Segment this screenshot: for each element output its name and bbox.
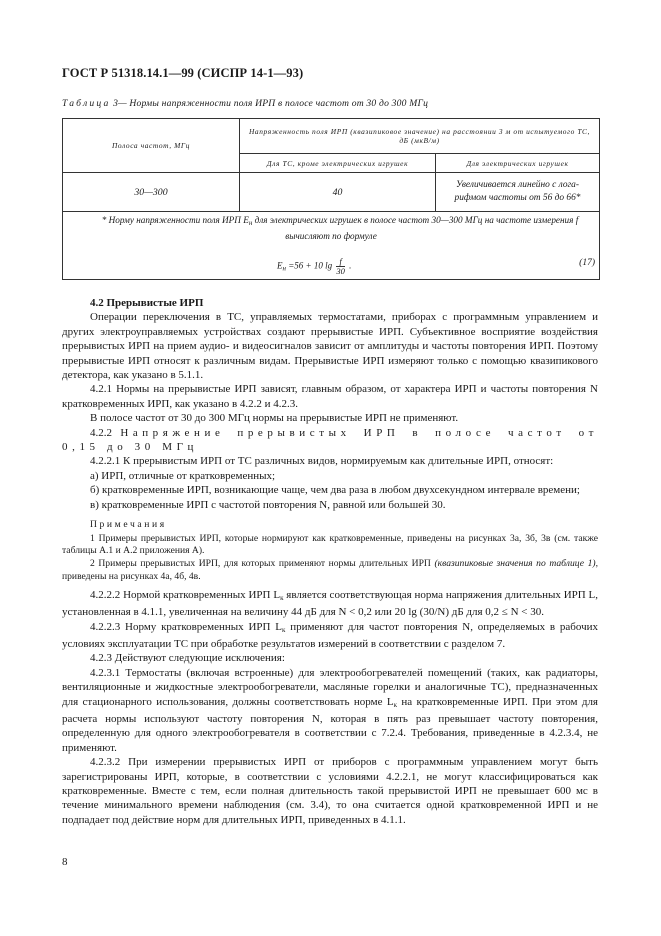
paragraph-4-2-2 [62, 426, 598, 455]
paragraph-4-2-2-2 [62, 588, 598, 620]
note-2-part-b: приведены на рисунках 4а, 4б, 4в. [62, 570, 201, 582]
formula-expression [277, 257, 351, 276]
paragraph-4-2-2-1: 4.2.2.1 К прерывистым ИРП от ТС различных видов, нормируемым как длительные ИРП, относят: [90, 455, 554, 468]
cell-toys-line1: Увеличивается линейно с лога- [456, 180, 579, 190]
p9-b: является соответствующая норма напряжения длительных ИРП L, установленная в 4.1.1, увеличенная на величину 44 дБ для N < 0,2 или 20 lg (30/N) дБ для 0,2 ≤ N < 30. [62, 588, 599, 619]
footnote-f: f [575, 215, 579, 225]
paragraph-4-2-3: 4.2.3 Действуют следующие исключения: [90, 652, 285, 665]
table-footnote [63, 212, 600, 280]
p12-a: 4.2.3.1 Термостаты (включая встроенные) для электрообогревателей помещений (таких, как радиаторы, вентиляционные и жидкостные электрообогреватели, масляные горелки и аналогичные ТС), предназначенных для стационарного использования, должны соответствовать норме L [62, 666, 598, 708]
cell-value: 40 [240, 173, 436, 212]
list-item-b: б) кратковременные ИРП, возникающие чаще, чем два раза в любом двухсекундном интервале времени; [90, 484, 580, 497]
p12-b: на кратковременные ИРП. При этом для расчета нормы используют частоту повторения N, которая в пять раз превышает частоту повторения, определенную для одного электрообогревателя в соответствии с 7.2.4. Требования, приведенные в 4.2.3.4, не применяют. [62, 695, 598, 754]
body-text [62, 296, 598, 827]
formula-numerator: f [336, 257, 345, 267]
cell-toys-line2: рифмом частоты от 56 до 66* [454, 193, 581, 203]
formula-number: (17) [579, 258, 595, 268]
subheader-toys: Для электрических игрушек [436, 154, 600, 173]
list-item-a: а) ИРП, отличные от кратковременных; [90, 469, 276, 482]
paragraph-4-2-1: 4.2.1 Нормы на прерывистые ИРП зависят, главным образом, от характера ИРП и частоты повторения N кратковременных ИРП, как указано в 4.2.2 и 4.2.3. [62, 383, 598, 410]
page-number: 8 [62, 856, 68, 868]
limits-table [62, 118, 600, 280]
col-header-band: Полоса частот, МГц [63, 119, 240, 173]
p9-a: 4.2.2.2 Нормой кратковременных ИРП L [90, 588, 281, 601]
note-1: 1 Примеры прерывистых ИРП, которые нормируют как кратковременные, приведены на рисунках 3а, 3б, 3в (см. также таблицы А.1 и А.2 приложения А). [62, 532, 598, 557]
footnote-part-c: вычисляют по формуле [285, 231, 377, 241]
cell-toys [436, 173, 600, 212]
p10-sub: к [282, 625, 286, 634]
paragraph-4-2-3-2: 4.2.3.2 При измерении прерывистых ИРП от приборов с программным управлением могут быть зарегистрированы ИРП, которые, в соответствии с условиями 4.2.2.1, не могут классифицироваться как кратковременные. Вместе с тем, если полная длительность такой прерывистой ИРП не превышает 600 мс в течение минимального времени наблюдения (см. 3.4), то она считается одной кратковременной ИРП и не подпадает под действие норм для длительных ИРП, приведенных в 4.1.1. [62, 756, 598, 826]
paragraph-4-2-2-3 [62, 620, 598, 652]
p10-a: 4.2.2.3 Норму кратковременных ИРП L [90, 620, 282, 633]
col-header-field-strength: Напряженность поля ИРП (квазипиковое значение) на расстоянии 3 м от испытуемого ТС, дБ (мкВ/м) [240, 119, 600, 154]
footnote-sub: н [248, 219, 253, 227]
note-2 [62, 558, 598, 584]
list-item-v: в) кратковременные ИРП с частотой повторения N, равной или большей 30. [90, 498, 446, 511]
section-title: 4.2 Прерывистые ИРП [90, 297, 204, 309]
notes-header: Примечания [90, 519, 167, 531]
cell-band: 30—300 [63, 173, 240, 212]
subheader-non-toys: Для ТС, кроме электрических игрушек [240, 154, 436, 173]
table-caption [62, 98, 428, 109]
p10-b: применяют для частот повторения N, определяемых в рабочих условиях эксплуатации ТС при обработке результатов измерений в соответствии с разделом 7. [62, 620, 598, 650]
p12-sub: к [393, 700, 397, 709]
paragraph-intro: Операции переключения в ТС, управляемых термостатами, приборах с программным управлением и других электроуправляемых устройствах создают прерывистые ИРП. Субъективное восприятие воздействия прерывистых ИРП на прием аудио- и видеосигналов зависит от амплитуды и частоты повторения ИРП. Поэтому прерывистые ИРП относят к различным видам. Прерывистые ИРП измеряют только с помощью квазипикового детектора, как указано в 5.1.1. [62, 311, 598, 382]
footnote-part-a: * Норму напряженности поля ИРП E [101, 215, 249, 225]
formula-tail: . [346, 260, 352, 271]
paragraph-4-2-2-title: Напряжение прерывистых ИРП в полосе частот от 0,15 до 30 МГц [62, 426, 599, 454]
formula-17 [67, 251, 595, 277]
paragraph-4-2-3-1 [62, 666, 598, 755]
table-caption-label: Таблица [62, 98, 111, 109]
paragraph-4-2-2-num: 4.2.2 [90, 426, 112, 439]
formula-denominator: 30 [336, 266, 345, 276]
formula-mid: =56 + 10 lg [285, 260, 335, 271]
formula-fraction [336, 257, 345, 276]
formula-lhs-sub: н [282, 264, 286, 273]
footnote-text [67, 214, 595, 243]
table-caption-text: 3— Нормы напряженности поля ИРП в полосе частот от 30 до 300 МГц [113, 98, 429, 109]
note-2-italic: (квазипиковые значения по таблице 1), [434, 558, 598, 570]
formula-lhs: E [277, 260, 283, 271]
paragraph-vhf-note: В полосе частот от 30 до 300 МГц нормы на прерывистые ИРП не применяют. [90, 412, 459, 425]
page-header-title: ГОСТ Р 51318.14.1—99 (СИСПР 14-1—93) [62, 66, 304, 80]
footnote-part-b: для электрических игрушек в полосе частот 30—300 МГц на частоте измерения [252, 215, 576, 225]
p9-sub: к [280, 593, 284, 602]
note-2-part-a: 2 Примеры прерывистых ИРП, для которых применяют нормы длительных ИРП [90, 558, 435, 570]
